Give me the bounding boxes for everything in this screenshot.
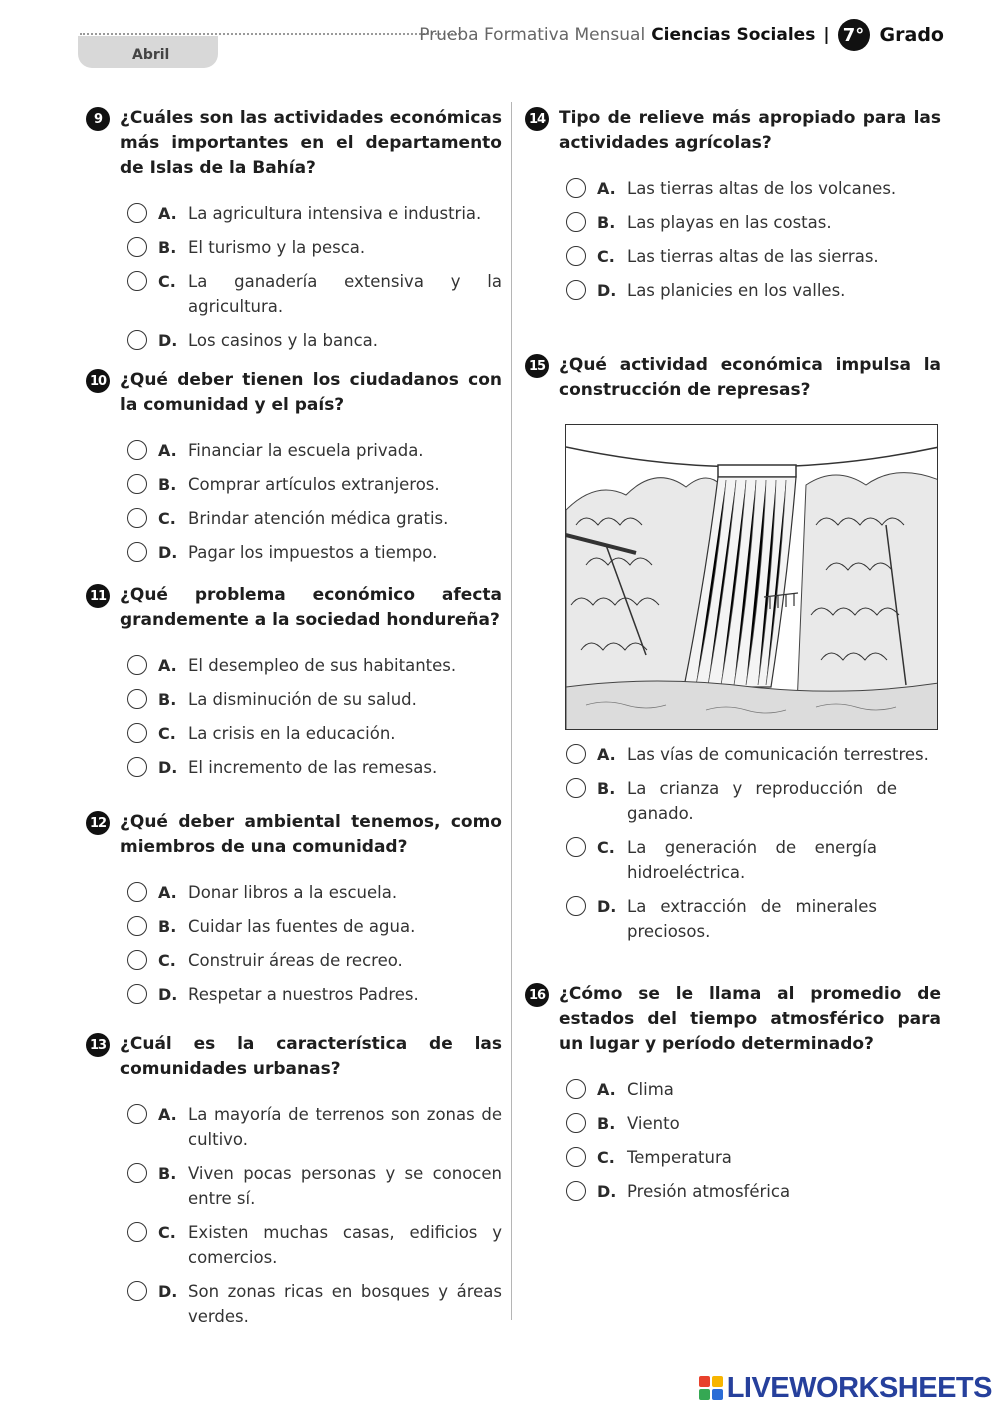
- option-letter: C.: [158, 951, 176, 970]
- option-b[interactable]: [127, 687, 502, 712]
- radio-button[interactable]: [127, 1163, 147, 1183]
- option-letter: C.: [158, 509, 176, 528]
- subject-name: Ciencias Sociales: [651, 25, 816, 45]
- question-number-badge: 12: [86, 811, 110, 835]
- option-b[interactable]: [127, 1161, 502, 1211]
- option-text: Cuidar las fuentes de agua.: [188, 917, 416, 936]
- option-a[interactable]: [566, 742, 942, 767]
- question-text: ¿Cuál es la característica de las comunidades urbanas?: [120, 1034, 502, 1079]
- radio-button[interactable]: [127, 474, 147, 494]
- option-letter: A.: [597, 179, 616, 198]
- option-d[interactable]: [127, 540, 502, 565]
- radio-button[interactable]: [566, 778, 586, 798]
- option-letter: B.: [597, 213, 616, 232]
- option-letter: B.: [158, 1164, 177, 1183]
- test-name: Prueba Formativa Mensual: [419, 25, 646, 45]
- option-a[interactable]: [566, 176, 941, 201]
- option-d[interactable]: [127, 328, 502, 353]
- radio-button[interactable]: [566, 1147, 586, 1167]
- option-letter: C.: [158, 272, 176, 291]
- header-rule: [80, 33, 460, 35]
- option-text: Respetar a nuestros Padres.: [188, 985, 419, 1004]
- question-12: [86, 810, 502, 1016]
- option-letter: D.: [158, 331, 178, 350]
- option-d[interactable]: [566, 278, 941, 303]
- radio-button[interactable]: [127, 689, 147, 709]
- question-text: Tipo de relieve más apropiado para las actividades agrícolas?: [559, 108, 941, 153]
- logo-square-red: [699, 1376, 710, 1387]
- option-b[interactable]: [566, 210, 941, 235]
- option-d[interactable]: [566, 894, 942, 944]
- option-text: El turismo y la pesca.: [188, 238, 366, 257]
- option-a[interactable]: [127, 1102, 502, 1152]
- option-c[interactable]: [127, 1220, 502, 1270]
- option-a[interactable]: [127, 880, 502, 905]
- option-text: Brindar atención médica gratis.: [188, 509, 449, 528]
- question-text: ¿Cómo se le llama al promedio de estados del tiempo atmosférico para un lugar y período determinado?: [559, 984, 941, 1054]
- option-text: Viven pocas personas y se conocen entre sí.: [188, 1164, 502, 1208]
- logo-square-green: [699, 1389, 710, 1400]
- option-letter: B.: [158, 475, 177, 494]
- question-13: [86, 1032, 502, 1338]
- option-c[interactable]: [566, 1145, 941, 1170]
- radio-button[interactable]: [127, 1222, 147, 1242]
- option-text: Las planicies en los valles.: [627, 281, 846, 300]
- question-text: ¿Qué deber tienen los ciudadanos con la comunidad y el país?: [120, 370, 502, 415]
- radio-button[interactable]: [127, 542, 147, 562]
- option-text: Las tierras altas de las sierras.: [627, 247, 879, 266]
- option-letter: D.: [597, 1182, 617, 1201]
- option-b[interactable]: [127, 235, 502, 260]
- option-d[interactable]: [127, 755, 502, 780]
- radio-button[interactable]: [127, 655, 147, 675]
- option-letter: A.: [158, 656, 177, 675]
- option-a[interactable]: [127, 201, 502, 226]
- radio-button[interactable]: [127, 237, 147, 257]
- option-letter: A.: [158, 204, 177, 223]
- logo-text: LIVEWORKSHEETS: [726, 1371, 992, 1404]
- option-c[interactable]: [566, 835, 942, 885]
- option-letter: A.: [597, 745, 616, 764]
- option-letter: C.: [158, 724, 176, 743]
- radio-button[interactable]: [566, 178, 586, 198]
- radio-button[interactable]: [127, 271, 147, 291]
- option-letter: A.: [158, 441, 177, 460]
- option-text: El incremento de las remesas.: [188, 758, 438, 777]
- question-text: ¿Cuáles son las actividades económicas más importantes en el departamento de Islas de la Bahía?: [120, 108, 502, 178]
- option-letter: C.: [597, 838, 615, 857]
- radio-button[interactable]: [566, 246, 586, 266]
- option-letter: C.: [597, 247, 615, 266]
- option-c[interactable]: [127, 506, 502, 531]
- option-text: La disminución de su salud.: [188, 690, 417, 709]
- question-number-badge: 10: [86, 369, 110, 393]
- option-letter: B.: [158, 238, 177, 257]
- option-d[interactable]: [566, 1179, 941, 1204]
- dam-waterfall-illustration: [565, 424, 938, 730]
- option-a[interactable]: [566, 1077, 941, 1102]
- logo-square-yellow: [712, 1376, 723, 1387]
- radio-button[interactable]: [127, 950, 147, 970]
- question-text: ¿Qué deber ambiental tenemos, como miembros de una comunidad?: [120, 812, 502, 857]
- header-separator: |: [823, 25, 830, 45]
- question-text: ¿Qué problema económico afecta grandemente a la sociedad hondureña?: [120, 585, 502, 630]
- option-text: Clima: [627, 1080, 674, 1099]
- option-b[interactable]: [566, 776, 942, 826]
- option-letter: A.: [158, 883, 177, 902]
- radio-button[interactable]: [127, 203, 147, 223]
- question-number-badge: 9: [86, 107, 110, 131]
- question-14: [525, 106, 941, 312]
- option-b[interactable]: [127, 472, 502, 497]
- question-number-badge: 15: [525, 354, 549, 378]
- radio-button[interactable]: [566, 280, 586, 300]
- option-a[interactable]: [127, 653, 502, 678]
- question-15-options: [566, 742, 942, 953]
- column-divider: [511, 102, 512, 1320]
- radio-button[interactable]: [566, 1079, 586, 1099]
- option-letter: D.: [597, 281, 617, 300]
- question-number-badge: 16: [525, 983, 549, 1007]
- grade-label: Grado: [879, 24, 944, 46]
- option-d[interactable]: [127, 982, 502, 1007]
- radio-button[interactable]: [566, 744, 586, 764]
- option-text: Viento: [627, 1114, 680, 1133]
- liveworksheets-logo[interactable]: [699, 1371, 992, 1405]
- grade-badge: 7°: [838, 19, 870, 51]
- option-text: La crianza y reproducción de ganado.: [627, 779, 897, 823]
- option-text: Comprar artículos extranjeros.: [188, 475, 440, 494]
- radio-button[interactable]: [127, 916, 147, 936]
- question-number-badge: 14: [525, 107, 549, 131]
- dam-drawing: [566, 425, 938, 730]
- option-c[interactable]: [127, 948, 502, 973]
- option-letter: A.: [597, 1080, 616, 1099]
- question-text: ¿Qué actividad económica impulsa la construcción de represas?: [559, 355, 941, 400]
- option-letter: D.: [158, 543, 178, 562]
- radio-button[interactable]: [127, 508, 147, 528]
- month-tab: [78, 36, 218, 68]
- question-number-badge: 11: [86, 584, 110, 608]
- logo-icon: [699, 1376, 723, 1400]
- radio-button[interactable]: [127, 330, 147, 350]
- option-b[interactable]: [566, 1111, 941, 1136]
- option-text: El desempleo de sus habitantes.: [188, 656, 457, 675]
- option-c[interactable]: [127, 269, 502, 319]
- radio-button[interactable]: [127, 440, 147, 460]
- option-text: Pagar los impuestos a tiempo.: [188, 543, 438, 562]
- option-letter: B.: [158, 917, 177, 936]
- option-text: Existen muchas casas, edificios y comercios.: [188, 1223, 502, 1267]
- header-title: [419, 18, 944, 52]
- option-c[interactable]: [127, 721, 502, 746]
- radio-button[interactable]: [127, 757, 147, 777]
- month-label: Abril: [132, 47, 170, 63]
- radio-button[interactable]: [566, 896, 586, 916]
- radio-button[interactable]: [127, 984, 147, 1004]
- option-letter: B.: [597, 779, 616, 798]
- option-c[interactable]: [566, 244, 941, 269]
- logo-square-blue: [712, 1389, 723, 1400]
- option-text: Las tierras altas de los volcanes.: [627, 179, 897, 198]
- option-b[interactable]: [127, 914, 502, 939]
- option-a[interactable]: [127, 438, 502, 463]
- option-text: Los casinos y la banca.: [188, 331, 379, 350]
- option-text: La extracción de minerales preciosos.: [627, 897, 877, 941]
- question-15: [525, 353, 941, 403]
- option-letter: D.: [597, 897, 617, 916]
- option-letter: D.: [158, 758, 178, 777]
- option-text: La generación de energía hidroeléctrica.: [627, 838, 877, 882]
- radio-button[interactable]: [566, 212, 586, 232]
- option-letter: D.: [158, 1282, 178, 1301]
- radio-button[interactable]: [127, 723, 147, 743]
- radio-button[interactable]: [566, 1113, 586, 1133]
- radio-button[interactable]: [127, 1281, 147, 1301]
- option-text: La agricultura intensiva e industria.: [188, 204, 482, 223]
- radio-button[interactable]: [566, 1181, 586, 1201]
- option-text: Las vías de comunicación terrestres.: [627, 745, 929, 764]
- question-10: [86, 368, 502, 574]
- question-9: [86, 106, 502, 362]
- option-text: Financiar la escuela privada.: [188, 441, 424, 460]
- option-text: Son zonas ricas en bosques y áreas verdes.: [188, 1282, 502, 1326]
- option-text: Temperatura: [627, 1148, 732, 1167]
- option-letter: D.: [158, 985, 178, 1004]
- option-letter: C.: [158, 1223, 176, 1242]
- radio-button[interactable]: [127, 1104, 147, 1124]
- option-letter: C.: [597, 1148, 615, 1167]
- option-text: La crisis en la educación.: [188, 724, 396, 743]
- radio-button[interactable]: [566, 837, 586, 857]
- question-number-badge: 13: [86, 1033, 110, 1057]
- radio-button[interactable]: [127, 882, 147, 902]
- option-letter: A.: [158, 1105, 177, 1124]
- question-16: [525, 982, 941, 1213]
- option-letter: B.: [597, 1114, 616, 1133]
- option-text: La mayoría de terrenos son zonas de cultivo.: [188, 1105, 502, 1149]
- option-letter: B.: [158, 690, 177, 709]
- option-text: Construir áreas de recreo.: [188, 951, 403, 970]
- question-11: [86, 583, 502, 789]
- option-text: Donar libros a la escuela.: [188, 883, 398, 902]
- option-text: Las playas en las costas.: [627, 213, 832, 232]
- option-text: Presión atmosférica: [627, 1182, 791, 1201]
- option-text: La ganadería extensiva y la agricultura.: [188, 272, 502, 316]
- option-d[interactable]: [127, 1279, 502, 1329]
